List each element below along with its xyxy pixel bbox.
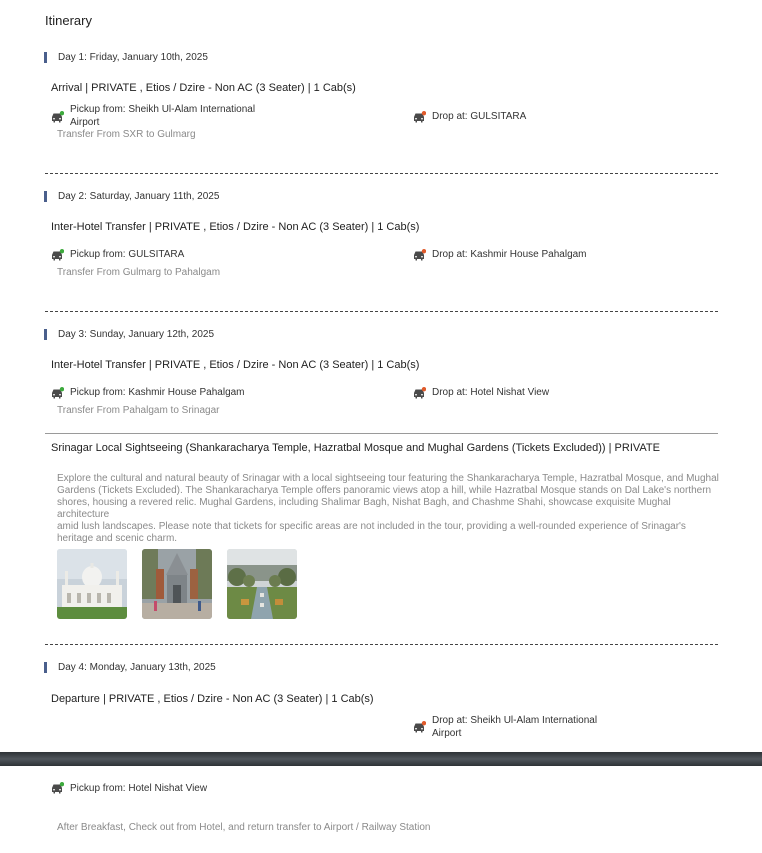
day-4-note: After Breakfast, Check out from Hotel, and return transfer to Airport / Railway Station <box>57 822 431 833</box>
day-3-pickup: Pickup from: Kashmir House Pahalgam <box>70 387 245 398</box>
day-4-drop <box>432 714 597 740</box>
itinerary-title: Itinerary <box>45 13 92 28</box>
day-3-transfer-title: Inter-Hotel Transfer | PRIVATE , Etios / Dzire - Non AC (3 Seater) | 1 Cab(s) <box>51 359 420 371</box>
day-marker <box>44 329 47 340</box>
hazratbal-mosque-photo[interactable] <box>57 549 127 619</box>
activity-divider <box>45 433 718 434</box>
day-3-note: Transfer From Pahalgam to Srinagar <box>57 405 220 416</box>
day-1-note: Transfer From SXR to Gulmarg <box>57 129 196 140</box>
day-4-drop-line1: Drop at: Sheikh Ul-Alam International <box>432 715 598 726</box>
day-3-label: Day 3: Sunday, January 12th, 2025 <box>58 329 215 340</box>
shankaracharya-temple-photo[interactable] <box>142 549 212 619</box>
mughal-gardens-photo[interactable] <box>227 549 297 619</box>
day-3-drop: Drop at: Hotel Nishat View <box>432 387 550 398</box>
day-1-pickup-line2: Airport <box>70 117 100 128</box>
page-break-band <box>0 752 762 766</box>
day-1-transfer-title: Arrival | PRIVATE , Etios / Dzire - Non AC (3 Seater) | 1 Cab(s) <box>51 82 356 94</box>
drop-car-icon <box>412 110 426 128</box>
day-2-pickup: Pickup from: GULSITARA <box>70 249 185 260</box>
day-marker <box>44 52 47 63</box>
activity-description-line: heritage and scenic charm. <box>57 533 178 544</box>
day-1-label: Day 1: Friday, January 10th, 2025 <box>58 52 208 63</box>
day-4-pickup: Pickup from: Hotel Nishat View <box>70 783 208 794</box>
day-marker <box>44 191 47 202</box>
activity-title: Srinagar Local Sightseeing (Shankaracharya Temple, Hazratbal Mosque and Mughal Gardens (Tickets Excluded)) | PRIVATE <box>51 442 660 454</box>
activity-description-line: Explore the cultural and natural beauty of Srinagar with a local sightseeing tour featuring the Shankaracharya Temple, Hazratbal Mosque, and Mughal <box>57 473 719 484</box>
day-divider <box>45 173 718 174</box>
day-1-pickup-line1: Pickup from: Sheikh Ul-Alam International <box>70 104 256 115</box>
drop-car-icon <box>412 386 426 404</box>
day-divider <box>45 644 718 645</box>
activity-description-line: shores, housing a revered relic. Mughal Gardens, including Shalimar Bagh, Nishat Bagh, and Chashme Shahi, showcase exquisite Mughal architecture <box>57 497 671 520</box>
pickup-car-icon <box>50 781 64 799</box>
pickup-car-icon <box>50 110 64 128</box>
activity-description-line: amid lush landscapes. Please note that tickets for specific areas are not included in the tour, providing a well-rounded experience of Srinagar's <box>57 521 686 532</box>
day-2-drop: Drop at: Kashmir House Pahalgam <box>432 249 587 260</box>
day-4-transfer-title: Departure | PRIVATE , Etios / Dzire - Non AC (3 Seater) | 1 Cab(s) <box>51 693 374 705</box>
activity-description <box>57 473 722 545</box>
day-marker <box>44 662 47 673</box>
drop-car-icon <box>412 248 426 266</box>
day-1-pickup <box>70 103 255 129</box>
day-4-label: Day 4: Monday, January 13th, 2025 <box>58 662 216 673</box>
day-4-drop-line2: Airport <box>432 728 462 739</box>
day-divider <box>45 311 718 312</box>
drop-car-icon <box>412 720 426 738</box>
activity-description-line: Gardens (Tickets Excluded). The Shankaracharya Temple offers panoramic views atop a hill, while Hazratbal Mosque stands on Dal Lake's northern <box>57 485 712 496</box>
day-2-label: Day 2: Saturday, January 11th, 2025 <box>58 191 220 202</box>
day-2-transfer-title: Inter-Hotel Transfer | PRIVATE , Etios / Dzire - Non AC (3 Seater) | 1 Cab(s) <box>51 221 420 233</box>
pickup-car-icon <box>50 248 64 266</box>
day-1-drop: Drop at: GULSITARA <box>432 111 527 122</box>
pickup-car-icon <box>50 386 64 404</box>
day-2-note: Transfer From Gulmarg to Pahalgam <box>57 267 221 278</box>
